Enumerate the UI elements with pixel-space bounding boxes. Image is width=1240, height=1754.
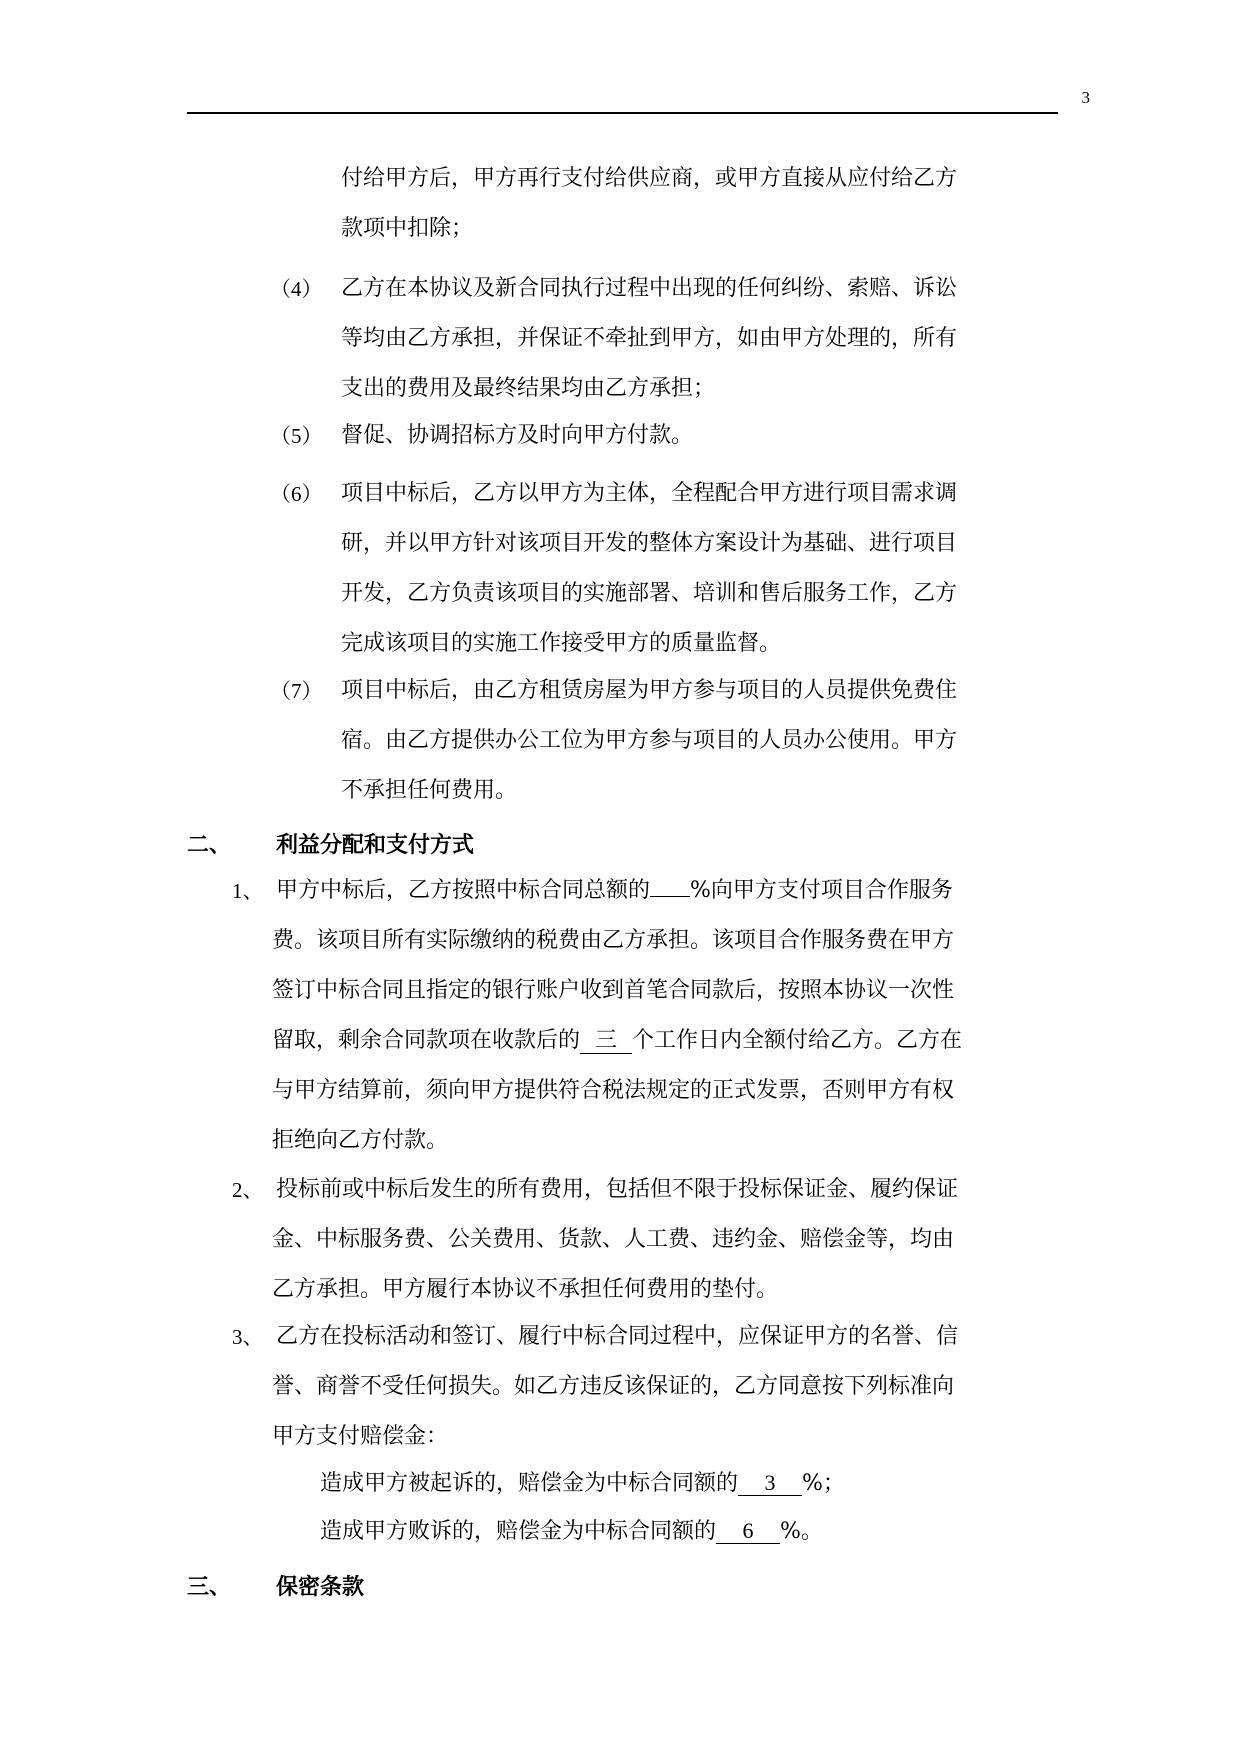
fill-blank-days: 三 bbox=[580, 1029, 632, 1054]
paragraph-text: %； bbox=[802, 1471, 845, 1496]
paragraph-line: 乙方在本协议及新合同执行过程中出现的任何纠纷、索赔、诉讼 bbox=[341, 276, 958, 301]
paragraph-line: 开发，乙方负责该项目的实施部署、培训和售后服务工作，乙方 bbox=[341, 581, 958, 606]
paragraph-line: 签订中标合同且指定的银行账户收到首笔合同款后，按照本协议一次性 bbox=[272, 978, 955, 1003]
paragraph-line: 项目中标后，由乙方租赁房屋为甲方参与项目的人员提供免费住 bbox=[341, 678, 958, 703]
paragraph-line: 乙方承担。甲方履行本协议不承担任何费用的垫付。 bbox=[272, 1277, 779, 1302]
paragraph-line: 拒绝向乙方付款。 bbox=[272, 1128, 449, 1153]
paragraph-line: 付给甲方后，甲方再行支付给供应商，或甲方直接从应付给乙方 bbox=[341, 166, 958, 191]
paragraph-line bbox=[272, 1026, 962, 1056]
list-item-label: 2、 bbox=[232, 1178, 264, 1202]
fill-blank-value: 6 bbox=[716, 1519, 780, 1544]
paragraph-line: 项目中标后，乙方以甲方为主体，全程配合甲方进行项目需求调 bbox=[341, 481, 958, 506]
list-item-label: （7） bbox=[270, 679, 323, 703]
fill-blank-value: 3 bbox=[738, 1471, 802, 1496]
paragraph-line: 不承担任何费用。 bbox=[341, 778, 518, 803]
compensation-line bbox=[320, 1469, 845, 1499]
fill-blank-percentage bbox=[650, 896, 690, 897]
paragraph-text: %向甲方支付项目合作服务 bbox=[690, 878, 953, 903]
section-number: 二、 bbox=[187, 833, 232, 858]
paragraph-line: 等均由乙方承担，并保证不牵扯到甲方，如由甲方处理的，所有 bbox=[341, 326, 958, 351]
compensation-line bbox=[320, 1517, 823, 1547]
list-item-label: （4） bbox=[270, 277, 323, 301]
paragraph-text: %。 bbox=[780, 1519, 823, 1544]
paragraph-text: 造成甲方败诉的，赔偿金为中标合同额的 bbox=[320, 1519, 717, 1544]
paragraph-line: 研，并以甲方针对该项目开发的整体方案设计为基础、进行项目 bbox=[341, 531, 958, 556]
header-rule bbox=[187, 112, 1058, 114]
paragraph-line: 完成该项目的实施工作接受甲方的质量监督。 bbox=[341, 631, 782, 656]
paragraph-text: 甲方中标后，乙方按照中标合同总额的 bbox=[276, 878, 651, 903]
paragraph-text: 留取，剩余合同款项在收款后的 bbox=[272, 1028, 581, 1053]
paragraph-line: 誉、商誉不受任何损失。如乙方违反该保证的，乙方同意按下列标准向 bbox=[272, 1374, 955, 1399]
paragraph-line: 支出的费用及最终结果均由乙方承担； bbox=[341, 376, 716, 401]
list-item-label: （6） bbox=[270, 482, 323, 506]
paragraph-line: 款项中扣除； bbox=[341, 216, 474, 241]
paragraph-line bbox=[276, 876, 953, 906]
paragraph-line: 投标前或中标后发生的所有费用，包括但不限于投标保证金、履约保证 bbox=[276, 1177, 959, 1202]
paragraph-text: 个工作日内全额付给乙方。乙方在 bbox=[632, 1028, 963, 1053]
paragraph-line: 金、中标服务费、公关费用、货款、人工费、违约金、赔偿金等，均由 bbox=[272, 1227, 955, 1252]
section-title: 利益分配和支付方式 bbox=[276, 833, 475, 858]
paragraph-line: 费。该项目所有实际缴纳的税费由乙方承担。该项目合作服务费在甲方 bbox=[272, 928, 955, 953]
section-number: 三、 bbox=[187, 1575, 232, 1600]
paragraph-line: 乙方在投标活动和签订、履行中标合同过程中，应保证甲方的名誉、信 bbox=[276, 1324, 959, 1349]
list-item-label: （5） bbox=[270, 424, 323, 448]
paragraph-line: 宿。由乙方提供办公工位为甲方参与项目的人员办公使用。甲方 bbox=[341, 728, 958, 753]
list-item-label: 3、 bbox=[232, 1325, 264, 1349]
paragraph-line: 甲方支付赔偿金： bbox=[272, 1424, 449, 1449]
section-title: 保密条款 bbox=[276, 1575, 365, 1600]
paragraph-line: 督促、协调招标方及时向甲方付款。 bbox=[341, 423, 694, 448]
paragraph-text: 造成甲方被起诉的，赔偿金为中标合同额的 bbox=[320, 1471, 739, 1496]
page-number: 3 bbox=[1081, 88, 1090, 107]
list-item-label: 1、 bbox=[232, 879, 264, 903]
paragraph-line: 与甲方结算前，须向甲方提供符合税法规定的正式发票，否则甲方有权 bbox=[272, 1078, 955, 1103]
